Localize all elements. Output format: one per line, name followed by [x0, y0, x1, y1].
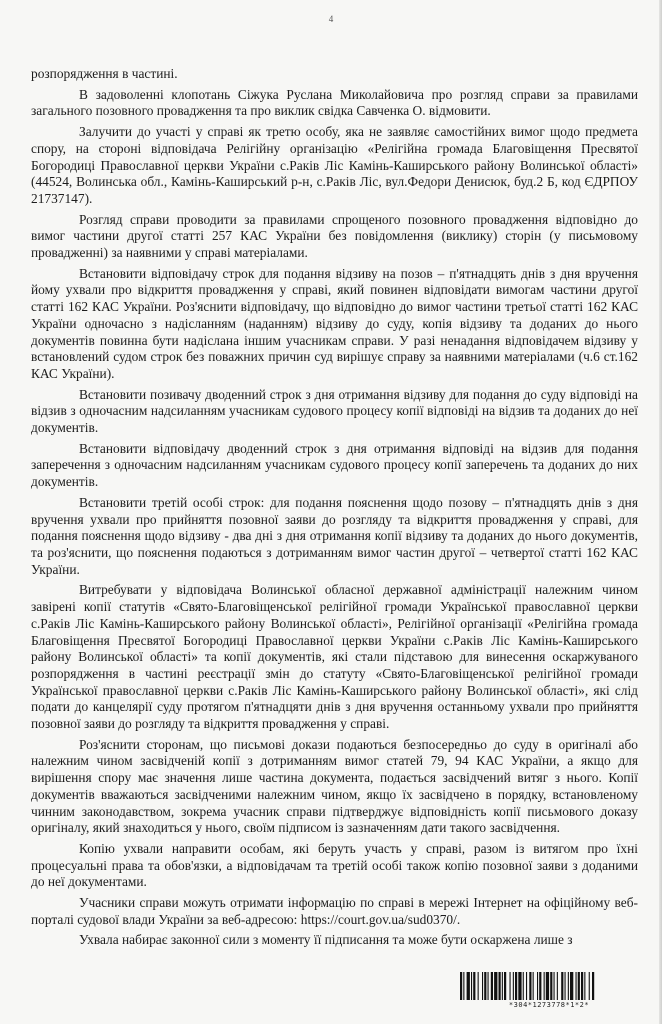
paragraph-plaintiff-reply-term: Встановити позивачу дводенний строк з дня отримання відзиву для подання до суду відповіді на відзив з одночасним надсиланням учасникам судового процесу копії відповіді на відзив та доданих до неї документів.	[31, 386, 638, 436]
barcode-number: *304*1273778*1*2*	[508, 1001, 590, 1009]
paragraph-request-documents: Витребувати у відповідача Волинської обласної державної адміністрації належним чином завірені копії статутів «Свято-Благовіщенської релігійної громади Української православної церкви с.Раків Ліс Камінь-Каширського району Волинської області», Релігійної організації «Релігійна громада Благовіщення Пресвятої Богородиці Православної церкви України с.Раків Ліс Камінь-Каширського району Волинської області» та копії документів, які стали підставою для винесення оскаржуваного розпорядження в частині реєстрації змін до статуту «Свято-Благовіщенської релігійної громади Української православної церкви с.Раків Ліс Камінь-Каширського району Волинської області», які слід подати до канцелярії суду протягом п'ятнадцяти днів з дня вручення останньому ухвали про прийняття позовної заяви до розгляду та відкриття провадження у справі.	[31, 582, 638, 732]
paragraph-third-party: Залучити до участі у справі як третю особу, яка не заявляє самостійних вимог щодо предмета спору, на стороні відповідача Релігійну організацію «Релігійна громада Благовіщення Пресвятої Богородиці Православної церкви України с.Раків Ліс Камінь-Каширського району Волинської області» (44524, Волинська обл., Камінь-Каширський р-н, с.Раків Ліс, вул.Федори Денисюк, буд.2 Б, код ЄДРПОУ 21737147).	[31, 124, 638, 206]
paragraph-evidence-explanation: Роз'яснити сторонам, що письмові докази подаються безпосередньо до суду в оригіналі або належним чином засвідченій копії з дотриманням вимог статей 79, 94 КАС України, а якщо для вирішення спору має значення лише частина документа, подається засвідчений витяг з нього. Копії документів вважаються засвідченими належним чином, якщо їх засвідчено в порядку, встановленому чинним законодавством, зокрема учасник справи підтверджує відповідність копії письмового доказу оригіналу, який знаходиться у нього, своїм підписом із зазначенням дати такого засвідчення.	[31, 736, 638, 836]
paragraph-simplified-procedure: Розгляд справи проводити за правилами спрощеного позовного провадження відповідно до вимог частини другої статті 257 КАС України без повідомлення (виклику) сторін (у письмовому провадженні) за наявними у справі матеріалами.	[31, 211, 638, 261]
paragraph-send-copy: Копію ухвали направити особам, які беруть участь у справі, разом із витягом про їхні процесуальні права та обов'язки, а відповідачам та третій особі також копію позовної заяви з доданими до неї документами.	[31, 840, 638, 890]
barcode-block	[460, 972, 638, 1009]
page-number: 4	[328, 14, 334, 24]
paragraph-refuse-motions: В задоволенні клопотань Сіжука Руслана Миколайовича про розгляд справи за правилами загального позовного провадження та про виклик свідка Савченка О. відмовити.	[31, 86, 638, 119]
paragraph-online-info: Учасники справи можуть отримати інформацію по справі в мережі Інтернет на офіційному веб-порталі судової влади України за веб-адресою: https://court.gov.ua/sud0370/.	[31, 895, 638, 927]
paragraph-continuation: розпорядження в частині.	[31, 66, 178, 81]
paragraph-defendant-objection-term: Встановити відповідачу дводенний строк з дня отримання відповіді на відзив для подання заперечення з одночасним надсиланням учасникам судового процесу копії заперечень та доданих до них документів.	[31, 440, 638, 490]
barcode-image	[460, 972, 638, 1000]
paragraph-third-party-term: Встановити третій особі строк: для подання пояснення щодо позову – п'ятнадцять днів з дня вручення ухвали про прийняття позовної заяви до розгляду та відкриття провадження у справі, для подання пояснення щодо відзиву - два дні з дня отримання копії відзиву та доданих до нього документів, та роз'яснити, що пояснення подаються з дотриманням вимог частин другої – четвертої статті 162 КАС України.	[31, 494, 638, 577]
paragraph-legal-force: Ухвала набирає законної сили з моменту її підписання та може бути оскаржена лише з	[79, 932, 573, 948]
document-body	[31, 66, 638, 953]
paragraph-defendant-response-term: Встановити відповідачу строк для подання відзиву на позов – п'ятнадцять днів з дня вручення йому ухвали про відкриття провадження у справі, який повинен відповідати вимогам частини другої статті 162 КАС України. Роз'яснити відповідачу, що відповідно до вимог частини третьої статті 162 КАС України одночасно з надісланням (наданням) відзиву до суду, копія відзиву та доданих до нього документів повинна бути надіслана іншим учасникам справи. У разі ненадання відповідачем відзиву у встановлений судом строк без поважних причин суд вирішує справу за наявними матеріалами (ч.6 ст.162 КАС України).	[31, 265, 638, 381]
